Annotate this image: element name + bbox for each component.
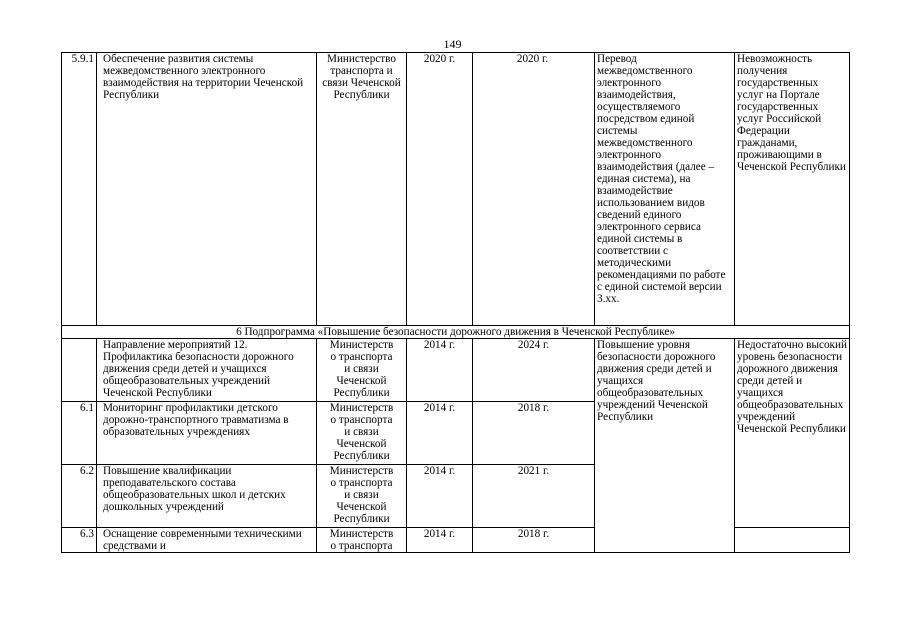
consequence-empty (735, 528, 850, 553)
section-title: 6 Подпрограмма «Повышение безопасности дорожного движения в Чеченской Республике» (62, 326, 850, 339)
end-year: 2018 г. (473, 402, 595, 465)
start-year: 2020 г. (407, 53, 473, 326)
activity-name: Повышение квалификации преподавательского состава общеобразовательных школ и детских дошкольных учреждений (97, 465, 317, 528)
start-year: 2014 г. (407, 528, 473, 553)
end-year: 2024 г. (473, 339, 595, 402)
activity-name: Обеспечение развития системы межведомственного электронного взаимодействия на территории Чеченской Республики (97, 53, 317, 326)
section-row (62, 326, 850, 339)
activity-name: Мониторинг профилактики детского дорожно-транспортного травматизма в образовательных учреждениях (97, 402, 317, 465)
executor: Министерств о транспорта и связи Чеченской Республики (317, 339, 407, 402)
program-table (61, 52, 850, 553)
page-number: 149 (443, 37, 462, 51)
row-number: 5.9.1 (62, 53, 97, 326)
table-row (62, 339, 850, 402)
row-number: 6.2 (62, 465, 97, 528)
executor: Министерств о транспорта (317, 528, 407, 553)
executor: Министерств о транспорта и связи Чеченской Республики (317, 402, 407, 465)
row-number: 6.1 (62, 402, 97, 465)
row-number: 6.3 (62, 528, 97, 553)
consequence: Невозможность получения государственных услуг на Портале государственных услуг Российской Федерации гражданами, проживающими в Чеченской Республики (735, 53, 850, 326)
start-year: 2014 г. (407, 339, 473, 402)
activity-name: Оснащение современными техническими средствами и (97, 528, 317, 553)
start-year: 2014 г. (407, 465, 473, 528)
end-year: 2018 г. (473, 528, 595, 553)
end-year: 2020 г. (473, 53, 595, 326)
direction-name: Направление мероприятий 12. Профилактика безопасности дорожного движения среди детей и учащихся общеобразовательных учреждений Чеченской Республики (97, 339, 317, 402)
end-year: 2021 г. (473, 465, 595, 528)
start-year: 2014 г. (407, 402, 473, 465)
consequence: Недостаточно высокий уровень безопасности дорожного движения среди детей и учащихся общеобразовательных учреждений Чеченской Республики (735, 339, 850, 528)
executor: Министерство транспорта и связи Чеченской Республики (317, 53, 407, 326)
executor: Министерств о транспорта и связи Чеченской Республики (317, 465, 407, 528)
expected-result: Повышение уровня безопасности дорожного движения среди детей и учащихся общеобразовательных учреждений Чеченской Республики (595, 339, 735, 553)
expected-result: Перевод межведомственного электронного взаимодействия, осуществляемого посредством единой системы межведомственного электронного взаимодействия (далее – единая система), на взаимодействие использованием видов сведений единого электронного сервиса единой системы в соответствии с методическими рекомендациями по работе с единой системой версии 3.хх. (595, 53, 735, 326)
table-row (62, 53, 850, 326)
